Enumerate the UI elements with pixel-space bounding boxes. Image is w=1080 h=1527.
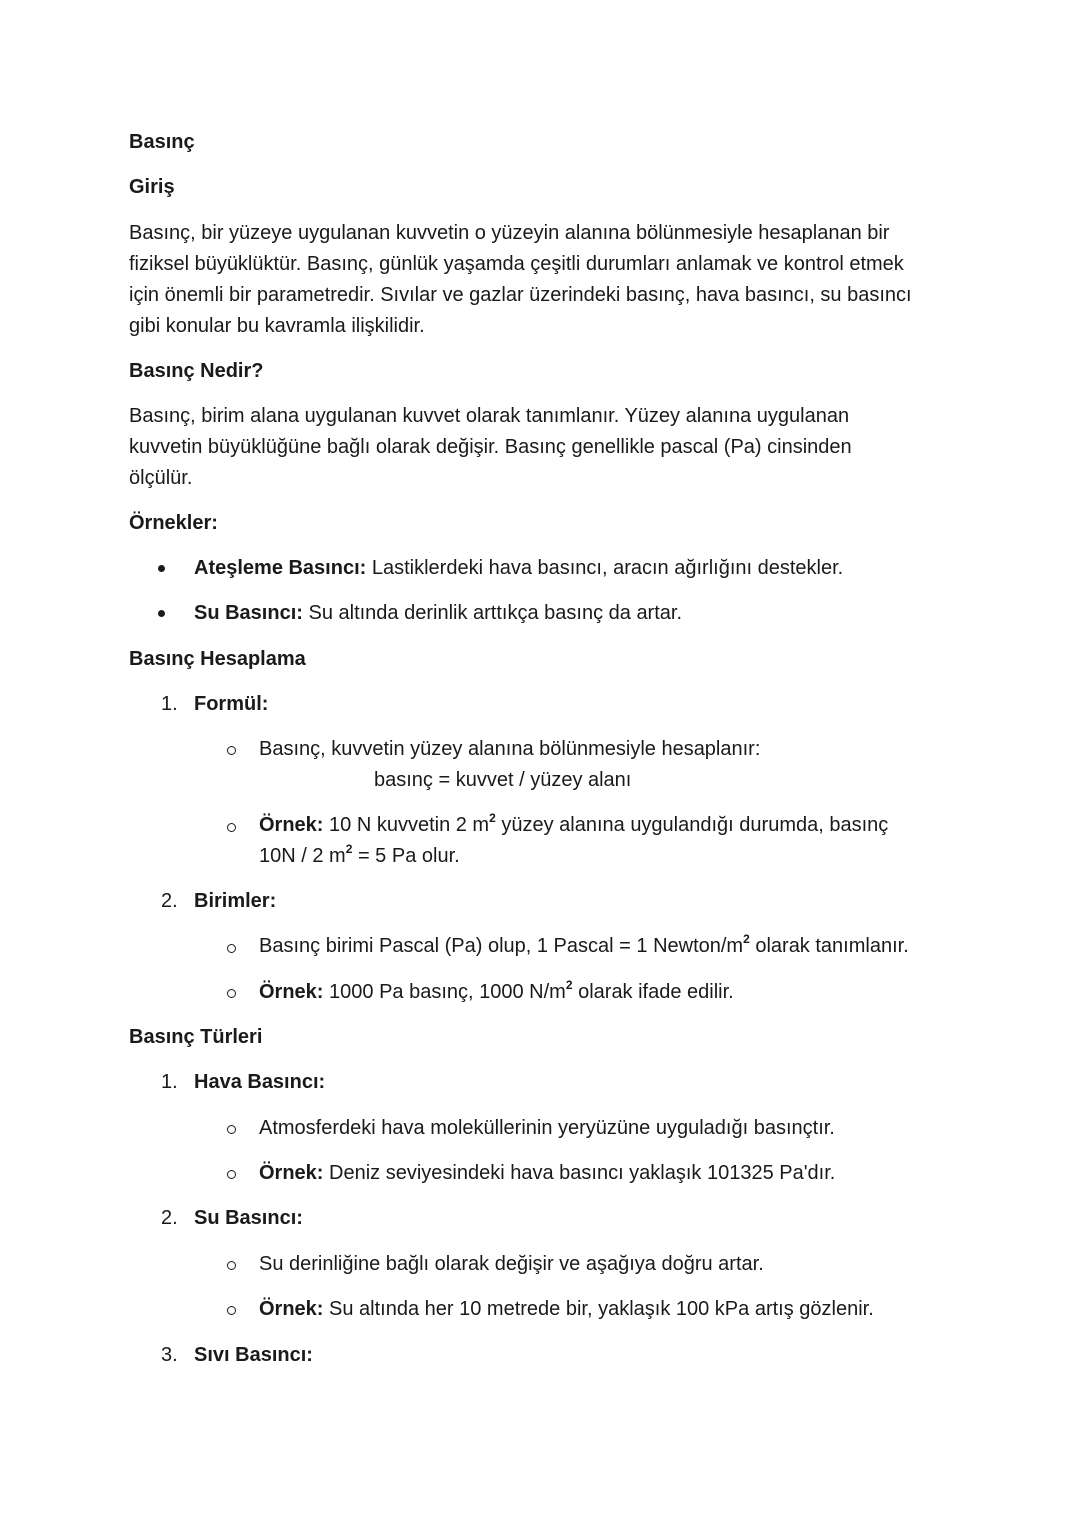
example-label: Örnek: — [259, 1162, 324, 1184]
paragraph-line: Basınç, bir yüzeye uygulanan kuvvetin o yüzeyin alanına bölünmesiyle hesaplanan bir — [129, 222, 890, 244]
superscript: 2 — [489, 811, 496, 825]
paragraph-line: ölçülür. — [129, 467, 193, 489]
circle-bullet-icon — [227, 823, 236, 832]
list-item — [194, 553, 843, 584]
circle-bullet-icon — [227, 1170, 236, 1179]
list-item-label: Ateşleme Basıncı: — [194, 557, 367, 579]
example-text: 10N / 2 m — [259, 845, 346, 867]
section-heading-turler: Basınç Türleri — [129, 1026, 263, 1048]
paragraph-line: fiziksel büyüklüktür. Basınç, günlük yaşamda çeşitli durumları anlamak ve kontrol etmek — [129, 253, 904, 275]
circle-bullet-icon — [227, 989, 236, 998]
numbered-item-number: 2. — [161, 1207, 178, 1229]
sub-item-example-continued — [259, 841, 460, 872]
section-heading-ornekler: Örnekler: — [129, 512, 218, 534]
bullet-icon — [158, 610, 165, 617]
example-text: 10 N kuvvetin 2 m — [323, 814, 490, 836]
text-part: Basınç birimi Pascal (Pa) olup, 1 Pascal = 1 Newton/m — [259, 935, 744, 957]
superscript: 2 — [345, 842, 353, 856]
page-title: Basınç — [129, 131, 195, 153]
example-text: yüzey alanına uygulandığı durumda, basınç — [495, 814, 889, 836]
list-item-text: Lastiklerdeki hava basıncı, aracın ağırlığını destekler. — [366, 557, 844, 579]
circle-bullet-icon — [227, 1306, 236, 1315]
sub-item-text: Su derinliğine bağlı olarak değişir ve aşağıya doğru artar. — [259, 1253, 764, 1275]
example-text: Deniz seviyesindeki hava basıncı yaklaşık 101325 Pa'dır. — [323, 1162, 836, 1184]
sub-item-example — [259, 1294, 874, 1325]
numbered-item-label: Sıvı Basıncı: — [194, 1344, 313, 1366]
numbered-item-label: Birimler: — [194, 890, 277, 912]
sub-item-example — [259, 1158, 835, 1189]
text-part: olarak tanımlanır. — [749, 935, 909, 957]
paragraph-line: gibi konular bu kavramla ilişkilidir. — [129, 315, 425, 337]
list-item-label: Su Basıncı: — [194, 602, 303, 624]
numbered-item-number: 1. — [161, 1071, 178, 1093]
section-heading-nedir: Basınç Nedir? — [129, 360, 264, 382]
example-label: Örnek: — [259, 1298, 324, 1320]
numbered-item-label: Su Basıncı: — [194, 1207, 303, 1229]
numbered-item-number: 1. — [161, 693, 178, 715]
sub-item-text: Basınç, kuvvetin yüzey alanına bölünmesiyle hesaplanır: — [259, 738, 761, 760]
sub-item-example — [259, 977, 734, 1008]
example-text: Su altında her 10 metrede bir, yaklaşık 100 kPa artış gözlenir. — [323, 1298, 874, 1320]
sub-item-text — [259, 931, 909, 962]
example-label: Örnek: — [259, 981, 324, 1003]
paragraph-line: Basınç, birim alana uygulanan kuvvet olarak tanımlanır. Yüzey alanına uygulanan — [129, 405, 850, 427]
circle-bullet-icon — [227, 746, 236, 755]
circle-bullet-icon — [227, 1261, 236, 1270]
numbered-item-number: 3. — [161, 1344, 178, 1366]
example-text: = 5 Pa olur. — [352, 845, 460, 867]
list-item-text: Su altında derinlik arttıkça basınç da artar. — [302, 602, 683, 624]
sub-item-text: Atmosferdeki hava moleküllerinin yeryüzüne uyguladığı basınçtır. — [259, 1117, 835, 1139]
superscript: 2 — [565, 978, 573, 992]
list-item — [194, 598, 682, 629]
numbered-item-label: Hava Basıncı: — [194, 1071, 326, 1093]
formula: basınç = kuvvet / yüzey alanı — [374, 769, 632, 791]
example-text: 1000 Pa basınç, 1000 N/m — [323, 981, 566, 1003]
numbered-item-label: Formül: — [194, 693, 269, 715]
paragraph-line: için önemli bir parametredir. Sıvılar ve gazlar üzerindeki basınç, hava basıncı, su basıncı — [129, 284, 912, 306]
section-heading-hesaplama: Basınç Hesaplama — [129, 648, 306, 670]
section-heading-giris: Giriş — [129, 176, 175, 198]
sub-item-example — [259, 810, 888, 841]
circle-bullet-icon — [227, 1125, 236, 1134]
superscript: 2 — [743, 932, 750, 946]
example-text: olarak ifade edilir. — [572, 981, 734, 1003]
example-label: Örnek: — [259, 814, 324, 836]
circle-bullet-icon — [227, 944, 236, 953]
bullet-icon — [158, 565, 165, 572]
numbered-item-number: 2. — [161, 890, 178, 912]
paragraph-line: kuvvetin büyüklüğüne bağlı olarak değişir. Basınç genellikle pascal (Pa) cinsinden — [129, 436, 852, 458]
